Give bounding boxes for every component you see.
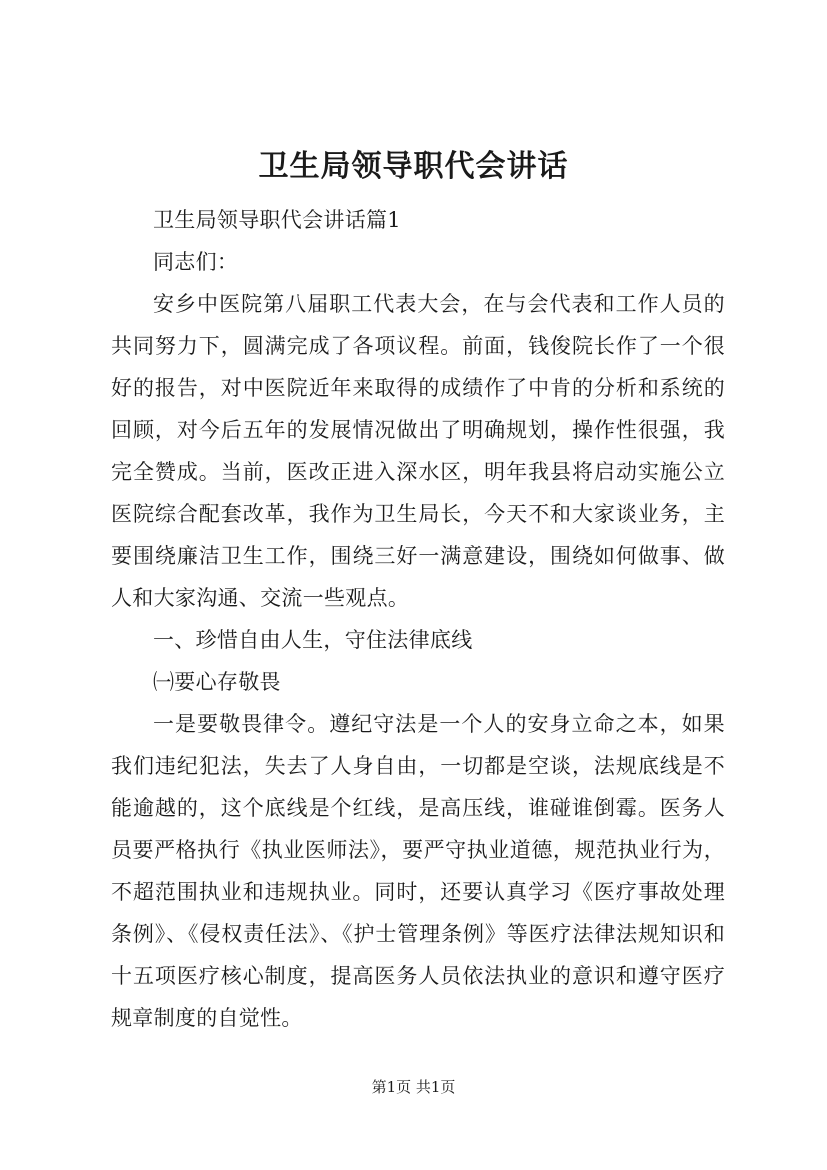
section-1-heading: 一、珍惜自由人生，守住法律底线 — [153, 628, 473, 652]
paragraph-2: 一是要敬畏律令。遵纪守法是一个人的安身立命之本，如果我们违纪犯法，失去了人身自由，一切都是空谈，法规底线是不能逾越的，这个底线是个红线，是高压线，谁碰谁倒霉。医务人员要严格执行《执业医师法》，要严守执业道德，规范执业行为，不超范围执业和违规执业。同时，还要认真学习《医疗事故处理条例》、《侵权责任法》、《护士管理条例》等医疗法律法规知识和十五项医疗核心制度，提高医务人员依法执业的意识和遵守医疗规章制度的自觉性。 — [111, 712, 725, 1030]
paragraph-1: 安乡中医院第八届职工代表大会，在与会代表和工作人员的共同努力下，圆满完成了各项议程。前面，钱俊院长作了一个很好的报告，对中医院近年来取得的成绩作了中肯的分析和系统的回顾，对今后五年的发展情况做出了明确规划，操作性很强，我完全赞成。当前，医改正进入深水区，明年我县将启动实施公立医院综合配套改革，我作为卫生局长，今天不和大家谈业务，主要围绕廉洁卫生工作，围绕三好一满意建设，围绕如何做事、做人和大家沟通、交流一些观点。 — [111, 292, 725, 610]
subsection-1-heading: ㈠要心存敬畏 — [153, 670, 281, 694]
document-body — [111, 199, 725, 1039]
document-title: 卫生局领导职代会讲话 — [258, 149, 569, 184]
document-subtitle: 卫生局领导职代会讲话篇1 — [153, 208, 401, 232]
salutation: 同志们： — [153, 250, 239, 274]
page-number-footer: 第1页 共1页 — [371, 1078, 456, 1096]
